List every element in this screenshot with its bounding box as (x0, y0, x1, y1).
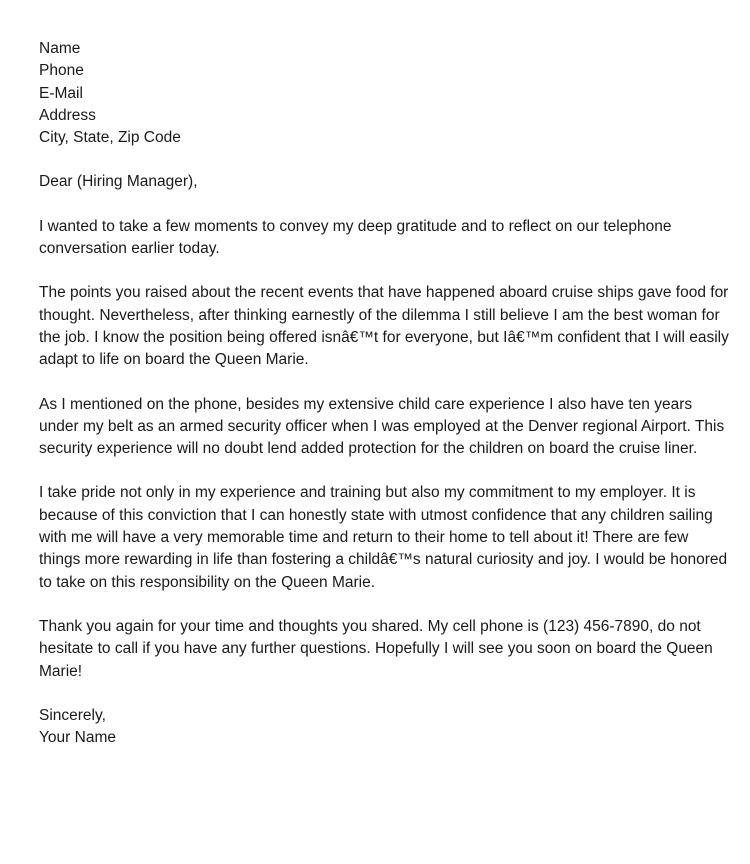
paragraph-text: I wanted to take a few moments to convey my deep gratitude and to reflect on our telephone conversation earlier today. (39, 217, 672, 258)
body-paragraph (39, 282, 729, 371)
sender-name: Name (39, 40, 81, 57)
sender-city-state-zip: City, State, Zip Code (39, 129, 181, 147)
body-paragraph (39, 216, 729, 261)
paragraph-text: The points you raised about the recent events that have happened aboard cruise ships gave food for thought. Nevertheless, after thinking earnestly of the dilemma I still believe I am the best woman for the job. I know the position being offered isnâ€™t for everyone, but Iâ€™m confident that I will easily adapt to life on board the Queen Marie. (39, 284, 729, 369)
paragraph-text: I take pride not only in my experience and training but also my commitment to my employer. It is because of this conviction that I can honestly state with utmost confidence that any children sailing with me will have a very memorable time and return to their home to tell about it! There are few things more rewarding in life than fostering a childâ€™s natural curiosity and joy. I would be honored to take on this responsibility on the Queen Marie. (39, 484, 728, 591)
paragraph-text: Thank you again for your time and thoughts you shared. My cell phone is (123) 456-7890, do not hesitate to call if you have any further questions. Hopefully I will see you soon on board the Queen Marie! (39, 617, 713, 680)
sender-phone: Phone (39, 62, 84, 80)
signature-name: Your Name (39, 729, 116, 747)
sender-block (39, 38, 729, 149)
sender-email: E-Mail (39, 84, 83, 102)
letter-page (39, 38, 729, 749)
sender-address: Address (39, 106, 96, 124)
closing-block (39, 705, 729, 750)
body-paragraph (39, 616, 729, 683)
sign-off: Sincerely, (39, 706, 106, 724)
body-paragraph (39, 482, 729, 593)
paragraph-text: As I mentioned on the phone, besides my extensive child care experience I also have ten years under my belt as an armed security officer when I was employed at the Denver regional Airport. This security experience will no doubt lend added protection for the children on board the cruise liner. (39, 395, 725, 458)
salutation: Dear (Hiring Manager), (39, 173, 198, 191)
body-paragraph (39, 394, 729, 461)
